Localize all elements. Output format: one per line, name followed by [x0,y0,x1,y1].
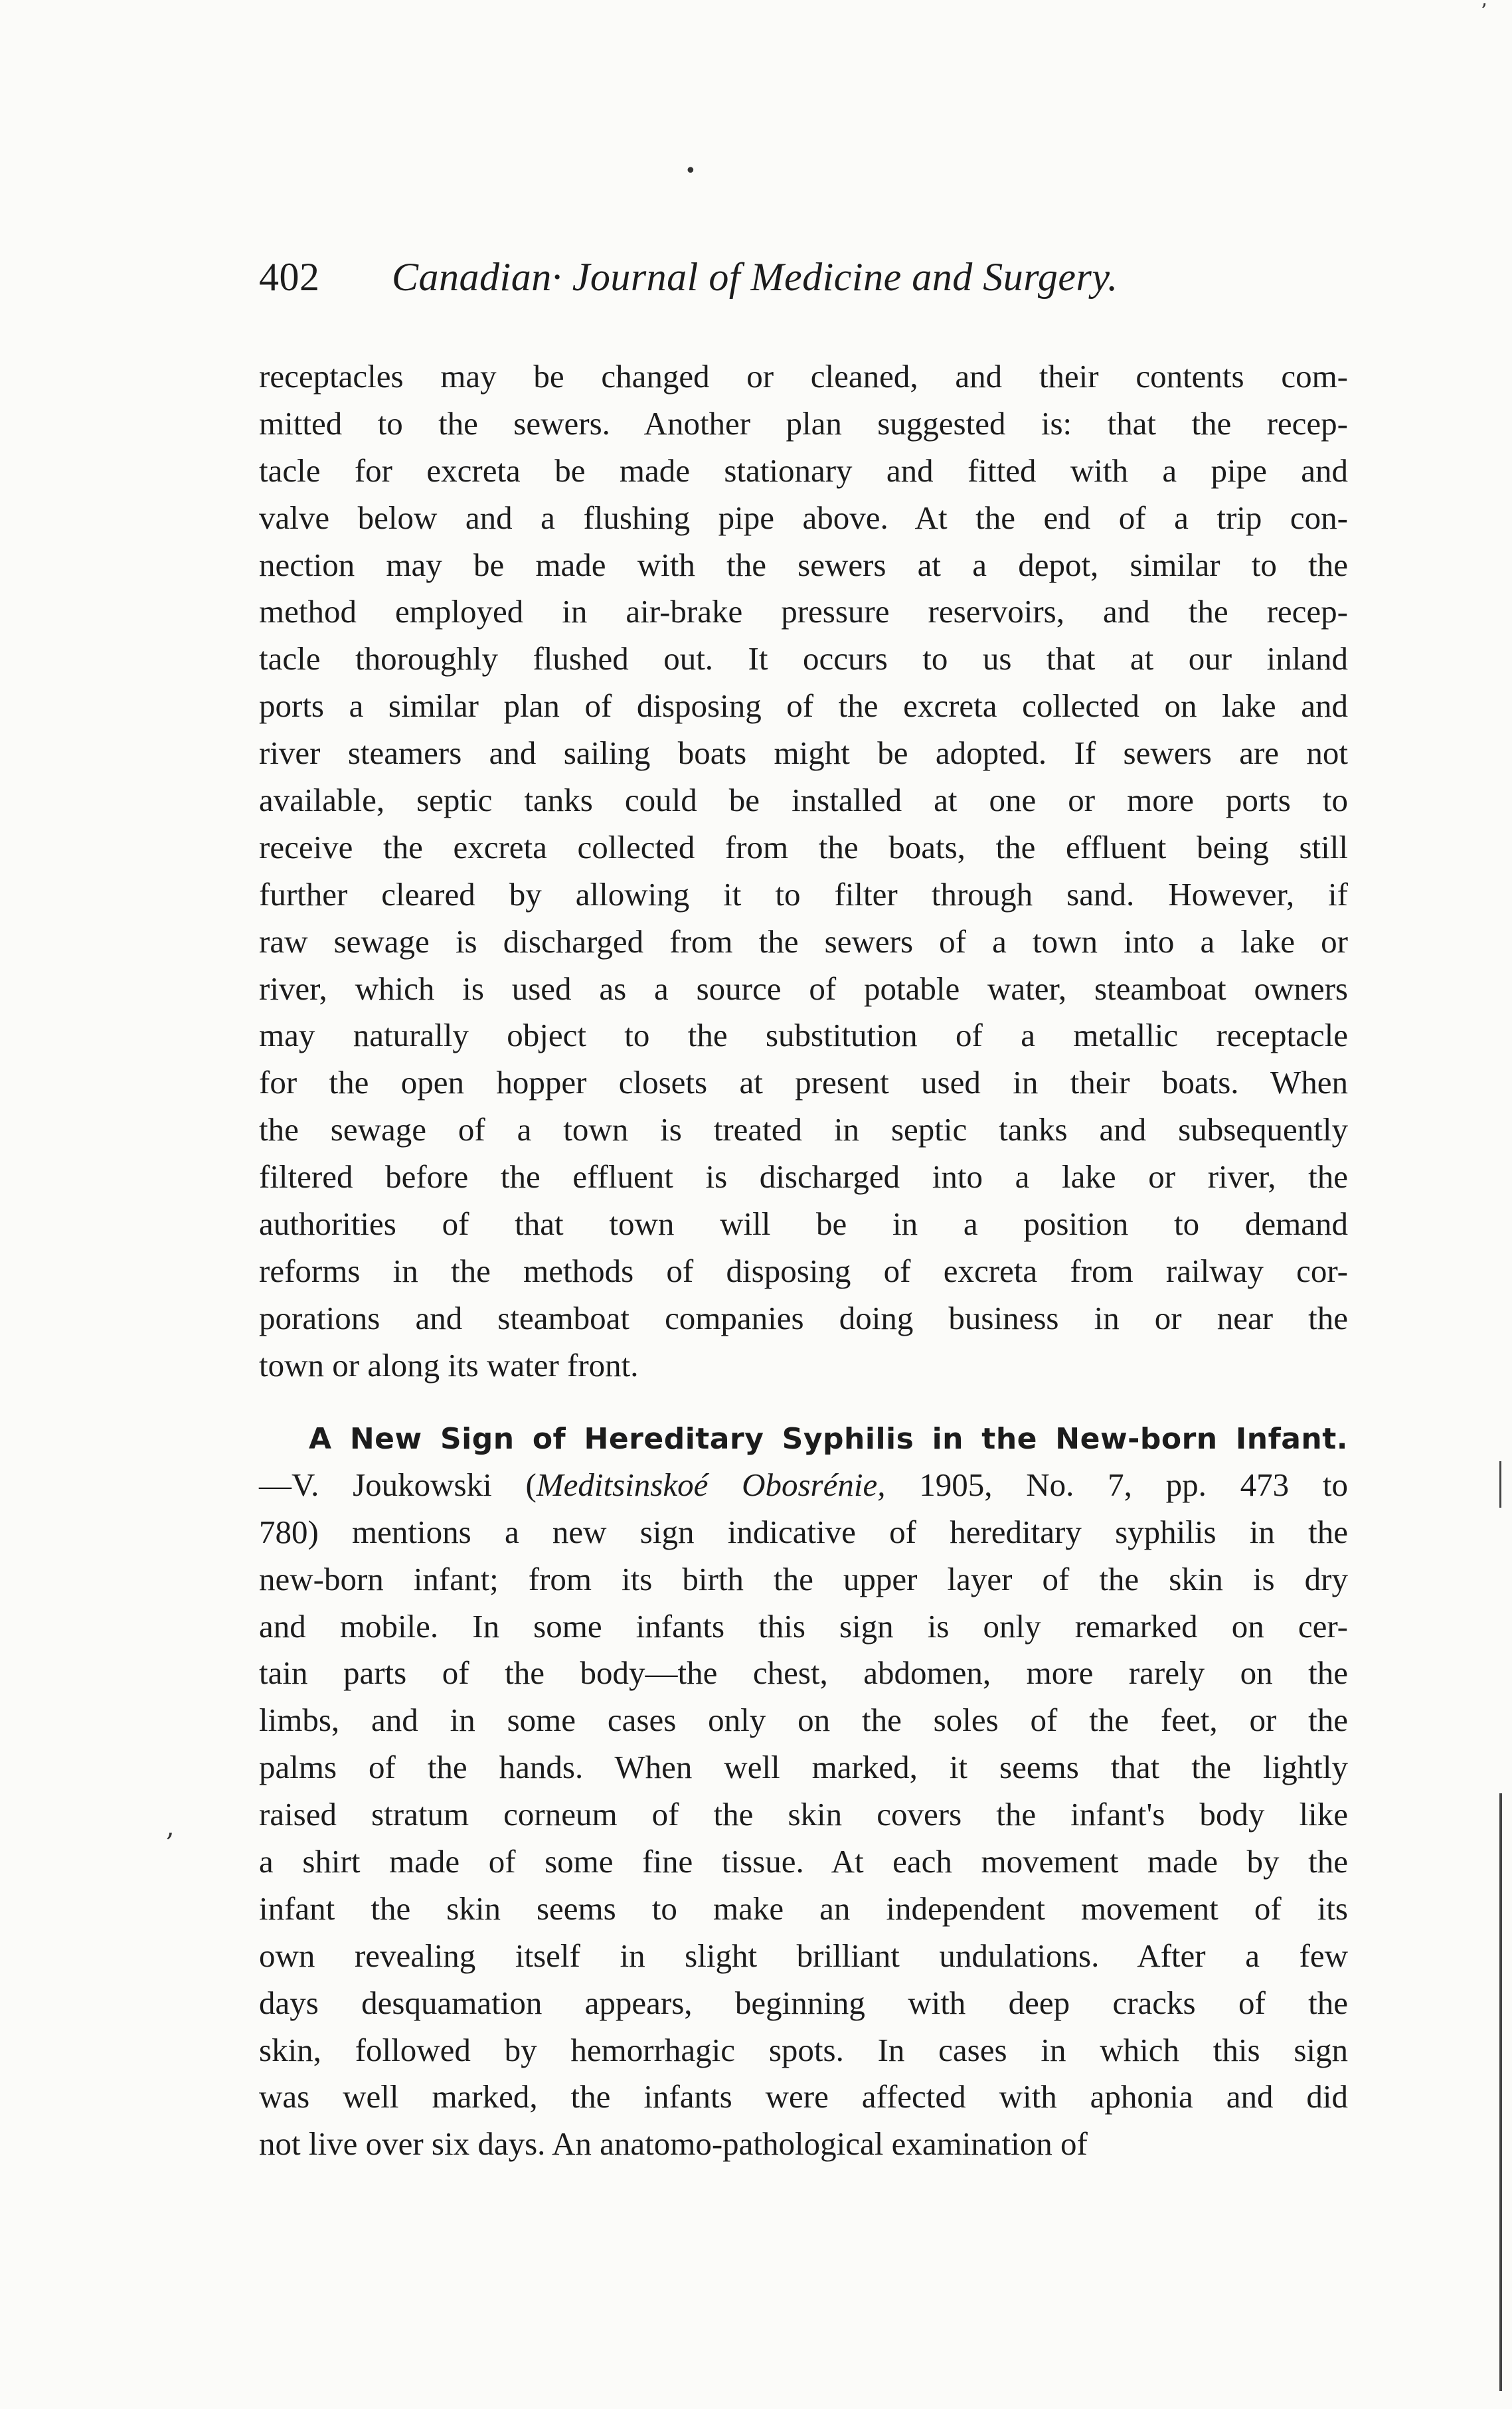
text-line: further cleared by allowing it to filter through sand. However, if [259,875,1348,913]
text-line: filtered before the effluent is discharged into a lake or river, the [259,1158,1348,1196]
text-line: and mobile. In some infants this sign is only remarked on cer- [259,1607,1348,1645]
text-line: river steamers and sailing boats might be adopted. If sewers are not [259,735,1348,772]
text-line: town or along its water front. [259,1346,639,1383]
text-line: was well marked, the infants were affected with aphonia and did [259,2078,1348,2115]
text-line: tacle thoroughly flushed out. It occurs to us that at our inland [259,640,1348,677]
author-attribution: —V. Joukowski ( [259,1466,537,1503]
citation-details: 1905, No. 7, pp. 473 to [885,1466,1349,1503]
text-line: may naturally object to the substitution of a metallic receptacle [259,1017,1348,1054]
text-line: the sewage of a town is treated in septic tanks and subsequently [259,1111,1348,1148]
text-line: 780) mentions a new sign indicative of hereditary syphilis in the [259,1513,1348,1550]
text-line: skin, followed by hemorrhagic spots. In cases in which this sign [259,2031,1348,2068]
text-line: raised stratum corneum of the skin covers the infant's body like [259,1796,1348,1833]
text-line [259,1462,1348,1509]
text-line: limbs, and in some cases only on the soles of the feet, or the [259,1702,1348,1739]
margin-rule-segment [1499,1793,1502,2391]
running-header [259,247,1348,307]
text-line: porations and steamboat companies doing business in or near the [259,1299,1348,1336]
text-line: infant the skin seems to make an independent movement of its [259,1890,1348,1927]
text-line: own revealing itself in slight brilliant undulations. After a few [259,1937,1348,1974]
text-line: new-born infant; from its birth the upper layer of the skin is dry [259,1560,1348,1597]
text-line: nection may be made with the sewers at a depot, similar to the [259,546,1348,583]
text-line: tain parts of the body—the chest, abdomen, more rarely on the [259,1654,1348,1692]
margin-rule-segment [1499,1461,1501,1508]
section-heading: A New Sign of Hereditary Syphilis in the New-born Infant. [309,1422,1348,1456]
text-line [259,1415,1348,1462]
text-line: authorities of that town will be in a position to demand [259,1205,1348,1243]
text-line: ports a similar plan of disposing of the excreta collected on lake and [259,687,1348,725]
text-line: receive the excreta collected from the boats, the effluent being still [259,828,1348,865]
text-line: tacle for excreta be made stationary and fitted with a pipe and [259,452,1348,489]
text-line: a shirt made of some fine tissue. At each movement made by the [259,1843,1348,1880]
text-line: palms of the hands. When well marked, it seems that the lightly [259,1749,1348,1786]
paragraph-sewage-disposal [259,353,1348,1389]
text-line: available, septic tanks could be installed at one or more ports to [259,782,1348,819]
text-line: valve below and a flushing pipe above. At the end of a trip con- [259,499,1348,536]
paragraph-hereditary-syphilis [259,1415,1348,2168]
text-line: method employed in air-brake pressure reservoirs, and the recep- [259,593,1348,630]
page-body [259,0,1348,2409]
stray-corner-mark: ’ [1481,0,1487,23]
journal-citation: Meditsinskoé Obosrénie, [536,1466,886,1503]
text-line: receptacles may be changed or cleaned, and their contents com- [259,358,1348,395]
text-line: days desquamation appears, beginning with deep cracks of the [259,1984,1348,2021]
text-line: river, which is used as a source of potable water, steamboat owners [259,970,1348,1007]
text-line: mitted to the sewers. Another plan suggested is: that the recep- [259,404,1348,442]
journal-title: Canadian· Journal of Medicine and Surgery. [392,255,1118,299]
stray-dot-mark: • [685,159,697,183]
stray-comma-mark: , [166,1812,175,1842]
text-line: for the open hopper closets at present used in their boats. When [259,1064,1348,1101]
text-line: not live over six days. An anatomo-pathological examination of [259,2125,1088,2163]
text-line: raw sewage is discharged from the sewers of a town into a lake or [259,923,1348,960]
page-number: 402 [259,255,320,299]
text-line: reforms in the methods of disposing of excreta from railway cor- [259,1252,1348,1289]
